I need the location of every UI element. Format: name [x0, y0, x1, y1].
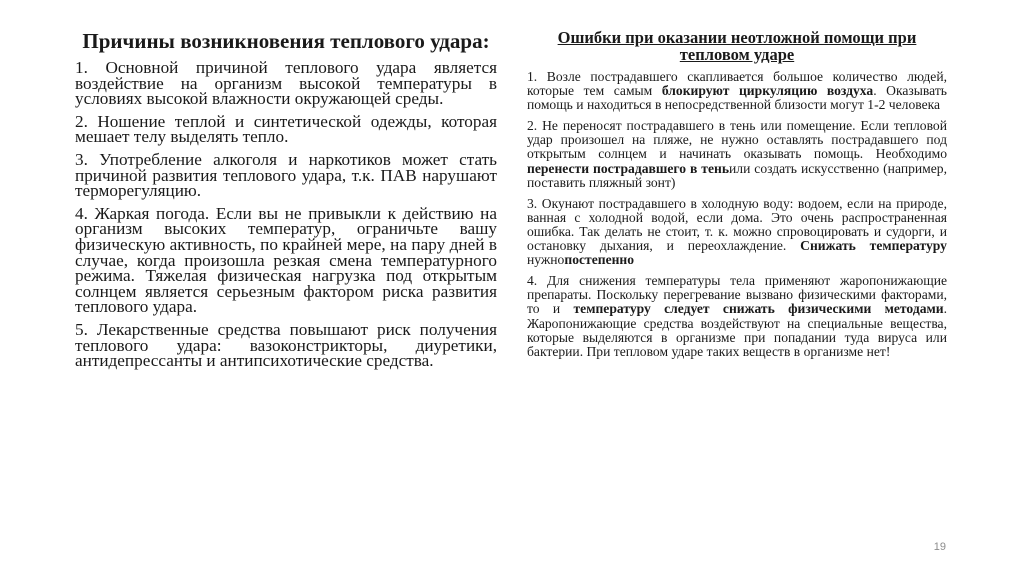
errors-paragraph-3: [527, 197, 947, 267]
text-run: 1. Возле пострадавшего скапливается большое количество людей, которые тем самым: [527, 69, 947, 99]
errors-paragraph-2: [527, 119, 947, 189]
text-run: 2. Не переносят пострадавшего в тень или помещение. Если тепловой удар произошел на пляже, не нужно оставлять пострадавшего под открытым солнцем и начинать оказывать помощь. Необходимо: [527, 118, 947, 162]
text-run: 3. Окунают пострадавшего в холодную воду: водоем, если на природе, ванная с холодной водой, если дома. Это очень распространенная ошибка. Так делать не стоит, т. к. можно спровоцировать и судорги, и остановку дыхания, и переохлаждение.: [527, 195, 947, 254]
text-run: . Жаропонижающие средства воздействуют на специальные вещества, которые выделяются в организме при попадании туда вируса или бактерии. При тепловом ударе таких веществ в организме нет!: [527, 301, 947, 359]
emphasis: Снижать температуру: [800, 238, 947, 254]
causes-paragraph: 3. Употребление алкоголя и наркотиков может стать причиной развития теплового удара, т.к. ПАВ нарушают терморегуляцию.: [75, 149, 497, 201]
causes-column: [75, 30, 497, 376]
errors-paragraph-1: [527, 70, 947, 112]
causes-paragraph: 1. Основной причиной теплового удара является воздействие на организм высокой температуры в условиях высокой влажности окружающей среды.: [75, 58, 497, 109]
text-run: 4. Для снижения температуры тела применяют жаропонижающие препараты. Поскольку перегревание вызвано физическими факторами, то и: [527, 273, 947, 317]
text-run: или создать искусственно (например, поставить пляжный зонт): [527, 160, 947, 190]
causes-title: Причины возникновения теплового удара:: [82, 29, 490, 53]
text-run: . Оказывать помощь и находиться в непосредственной близости могут 1-2 человека: [527, 83, 947, 113]
text-run: нужно: [527, 252, 565, 268]
causes-paragraph: 2. Ношение теплой и синтетической одежды, которая мешает телу выделять тепло.: [75, 111, 497, 147]
emphasis: блокируют циркуляцию воздуха: [661, 83, 874, 99]
errors-column: [527, 30, 947, 366]
errors-title: Ошибки при оказании неотложной помощи при тепловом ударе: [557, 28, 917, 64]
causes-paragraph: 4. Жаркая погода. Если вы не привыкли к действию на организм высоких температур, ограничьте вашу физическую активность, по крайней мере, на пару дней в случае, когда произошла резкая смена температурного режима. Тяжелая физическая нагрузка под открытым солнцем является серьезным фактором риска развития теплового удара.: [75, 203, 497, 317]
causes-paragraph: 5. Лекарственные средства повышают риск получения теплового удара: вазоконстрикторы, диуретики, антидепрессанты и антипсихотические средства.: [75, 319, 497, 371]
errors-paragraph-4: [527, 274, 947, 359]
emphasis: постепенно: [564, 252, 635, 268]
page-number: 19: [933, 541, 946, 553]
emphasis: перенести пострадавшего в тень: [527, 160, 730, 176]
emphasis: температуру следует снижать физическими методами: [573, 301, 944, 317]
